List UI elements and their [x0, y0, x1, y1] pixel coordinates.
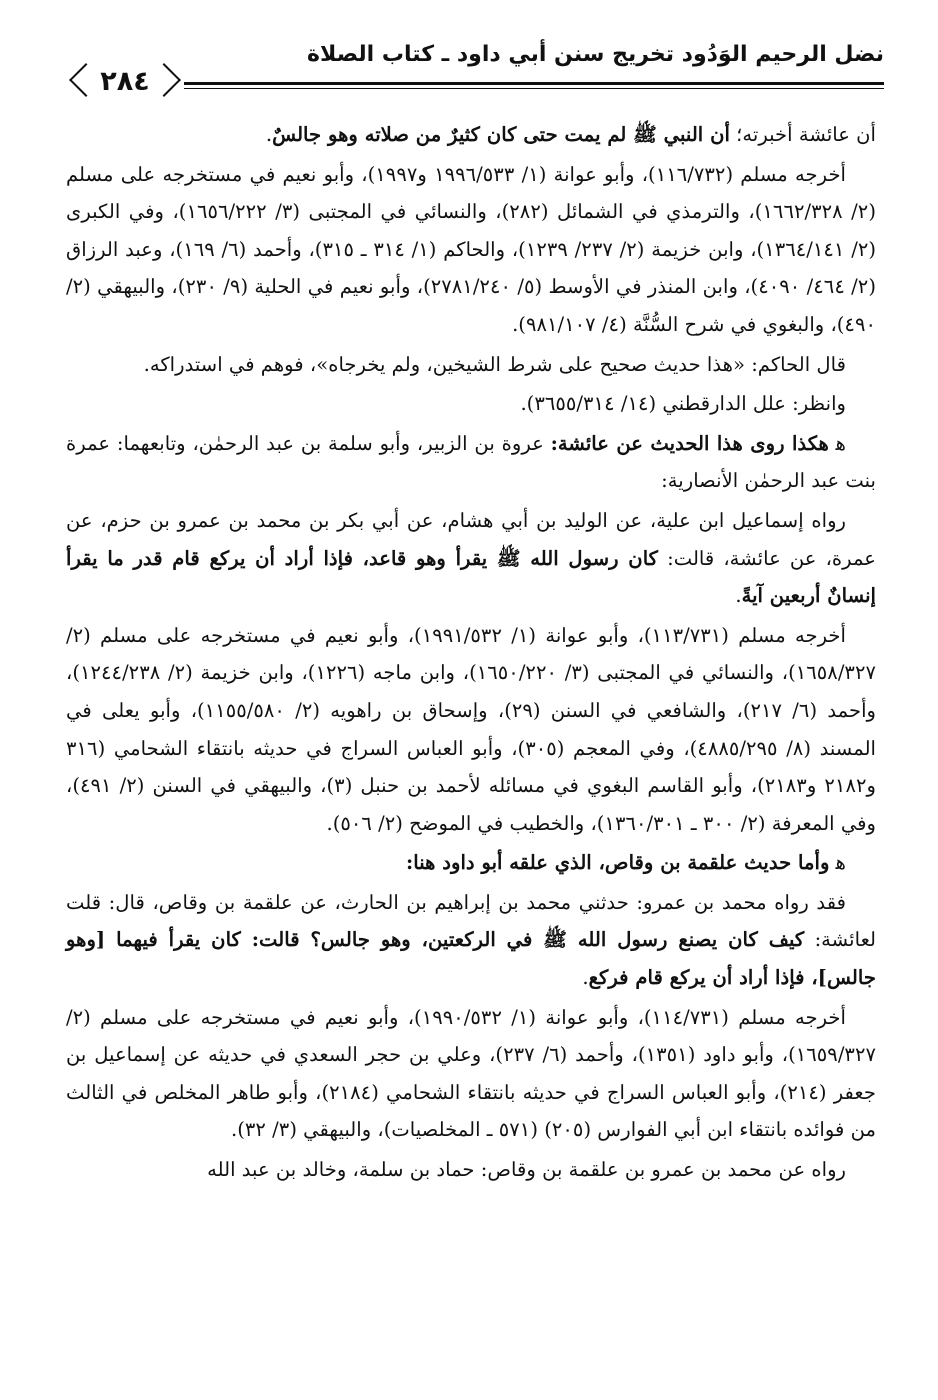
paragraph: ﻫ هكذا روى هذا الحديث عن عائشة: عروة بن الزبير، وأبو سلمة بن عبد الرحمٰن، وتابعهما: عمرة بنت عبد الرحمٰن الأنصارية:: [66, 431, 876, 493]
page-header: [66, 40, 884, 102]
paragraph: أن عائشة أخبرته؛ أن النبي ﷺ لم يمت حتى كان كثيرٌ من صلاته وهو جالسٌ.: [265, 123, 876, 146]
page-body: [66, 116, 876, 1191]
paragraph: أخرجه مسلم (١١٦/٧٣٢)، وأبو عوانة (١/ ١٩٩٦/٥٣٣ و١٩٩٧)، وأبو نعيم في مستخرجه على مسلم (٢/ ١٦٦٢/٣٢٨)، والترمذي في الشمائل (٢٨٢)، والنسائي في المجتبى (٣/ ١٦٥٦/٢٢٢)، وفي الكبرى (٢/ ١٣٦٤/١٤١)، وابن خزيمة (٢/ ٢٣٧/ ١٢٣٩)، والحاكم (١/ ٣١٤ ـ ٣١٥)، وأحمد (٦/ ١٦٩)، وعبد الرزاق (٢/ ٤٦٤/ ٤٠٩٠)، وابن المنذر في الأوسط (٥/ ٢٧٨١/٢٤٠)، وأبو نعيم في الحلية (٩/ ٢٣٠)، والبيهقي (٢/ ٤٩٠)، والبغوي في شرح السُّنَّة (٤/ ٩٨١/١٠٧).: [66, 162, 877, 336]
paragraph: فقد رواه محمد بن عمرو: حدثني محمد بن إبراهيم بن الحارث، عن علقمة بن وقاص، قال: قلت لعائشة: كيف كان يصنع رسول الله ﷺ في الركعتين، وهو جالس؟ قالت: كان يقرأ فيهما [وهو جالس]، فإذا أراد أن يركع قام فركع.: [66, 890, 876, 990]
paragraph: أخرجه مسلم (١١٣/٧٣١)، وأبو عوانة (١/ ١٩٩١/٥٣٢)، وأبو نعيم في مستخرجه على مسلم (٢/ ١٦٥٨/٣٢٧)، والنسائي في المجتبى (٣/ ١٦٥٠/٢٢٠)، وابن ماجه (١٢٢٦)، وابن خزيمة (٢/ ١٢٤٤/٢٣٨)، وأحمد (٦/ ٢١٧)، والشافعي في السنن (٢٩)، وإسحاق بن راهويه (٢/ ١١٥٥/٥٨٠)، وأبو يعلى في المسند (٨/ ٤٨٨٥/٢٩٥)، وفي المعجم (٣٠٥)، وأبو العباس السراج في حديثه بانتقاء الشحامي (٣١٦ و٢١٨٢ و٢١٨٣)، وأبو القاسم البغوي في مسائله لأحمد بن حنبل (٣)، والبيهقي في السنن (٢/ ٤٩١)، وفي المعرفة (٢/ ٣٠٠ ـ ١٣٦٠/٣٠١)، والخطيب في الموضح (٢/ ٥٠٦).: [66, 623, 877, 835]
paragraph: رواه إسماعيل ابن علية، عن الوليد بن أبي هشام، عن أبي بكر بن محمد بن عمرو بن حزم، عن عمرة، عن عائشة، قالت: كان رسول الله ﷺ يقرأ وهو قاعد، فإذا أراد أن يركع قام قدر ما يقرأ إنسانٌ أربعين آيةً.: [66, 508, 876, 608]
paragraph: رواه عن محمد بن عمرو بن علقمة بن وقاص: حماد بن سلمة، وخالد بن عبد الله: [207, 1158, 846, 1182]
header-rule: [184, 82, 884, 85]
paragraph: وانظر: علل الدارقطني (١٤/ ٣٦٥٥/٣١٤).: [520, 392, 846, 416]
header-rule-thin: [184, 88, 884, 89]
paragraph: قال الحاكم: «هذا حديث صحيح على شرط الشيخين، ولم يخرجاه»، فوهم في استدراكه.: [143, 352, 846, 376]
section-mark-icon: ﻫ: [828, 431, 847, 455]
page-number: ٢٨٤: [66, 62, 184, 100]
paragraph: أخرجه مسلم (١١٤/٧٣١)، وأبو عوانة (١/ ١٩٩٠/٥٣٢)، وأبو نعيم في مستخرجه على مسلم (٢/ ١٦٥٩/٣٢٧)، وأبو داود (١٣٥١)، وأحمد (٦/ ٢٣٧)، وعلي بن حجر السعدي في حديثه عن إسماعيل بن جعفر (٢١٤)، وأبو العباس السراج في حديثه بانتقاء الشحامي (٢١٨٤)، وأبو طاهر المخلص في الثالث من فوائده بانتقاء ابن أبي الفوارس (٢٠٥) (٥٧١ ـ المخلصيات)، والبيهقي (٣/ ٣٢).: [66, 1005, 876, 1142]
paragraph: ﻫ وأما حديث علقمة بن وقاص، الذي علقه أبو داود هنا:: [406, 851, 846, 875]
section-mark-icon: ﻫ: [829, 851, 846, 875]
running-title: نضل الرحيم الوَدُود تخريج سنن أبي داود ـ كتاب الصلاة: [307, 42, 884, 67]
